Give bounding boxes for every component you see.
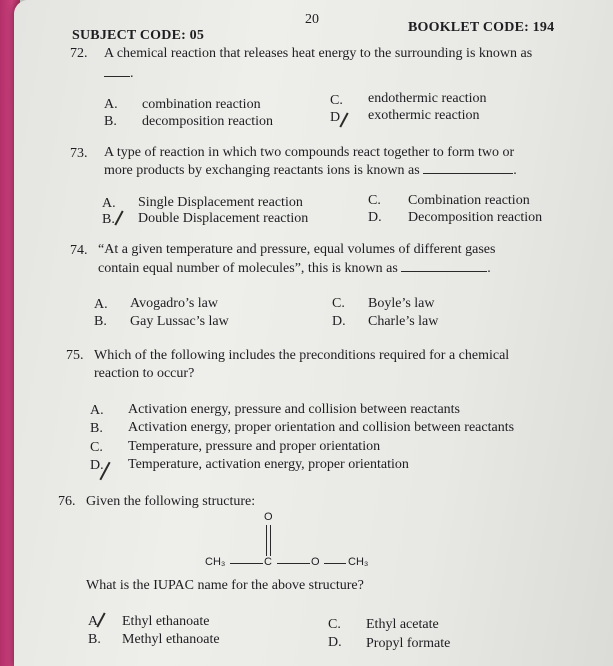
option-d: D. <box>328 635 342 650</box>
option-c: C. <box>332 296 345 311</box>
option-c: C. <box>330 93 343 108</box>
option-c-text: endothermic reaction <box>368 91 487 106</box>
question-number: 73. <box>70 146 88 161</box>
double-bond <box>266 525 267 556</box>
option-d-text: exothermic reaction <box>368 108 480 123</box>
option-d-text: Charle’s law <box>368 314 439 329</box>
option-a: A. <box>102 196 116 211</box>
option-b: B. <box>104 114 117 129</box>
option-a-text: Ethyl ethanoate <box>122 614 210 629</box>
single-bond <box>324 563 346 564</box>
option-c-text: Temperature, pressure and proper orientation <box>128 439 381 454</box>
option-a-text: Avogadro’s law <box>130 296 218 311</box>
question-number: 74. <box>70 243 88 258</box>
question-text: A type of reaction in which two compounds react together to form two or <box>104 145 515 160</box>
option-d: D. <box>368 210 382 225</box>
single-bond <box>277 563 310 564</box>
option-c-text: Boyle’s law <box>368 296 435 311</box>
option-d-text: Propyl formate <box>366 636 451 651</box>
methyl-right: CH₃ <box>348 556 369 568</box>
option-d-text: Decomposition reaction <box>408 210 543 225</box>
option-d: D. <box>90 458 104 473</box>
option-d: D <box>330 110 341 125</box>
ester-oxygen: O <box>311 556 320 568</box>
carbonyl-carbon: C <box>264 556 272 568</box>
question-text-line-2: What is the IUPAC name for the above structure? <box>86 578 364 593</box>
subject-code: SUBJECT CODE: 05 <box>72 28 205 43</box>
answer-blank: . <box>104 66 134 82</box>
question-text-line-2: contain equal number of molecules”, this is known as . <box>98 261 491 276</box>
option-c: C. <box>328 617 341 632</box>
page-number: 20 <box>305 12 319 27</box>
option-a: A. <box>104 97 118 112</box>
question-number: 75. <box>66 348 84 363</box>
question-text: Which of the following includes the preconditions required for a chemical <box>94 348 510 363</box>
option-b: B. <box>94 314 107 329</box>
option-a: A. <box>90 403 104 418</box>
option-b-text: Gay Lussac’s law <box>130 314 229 329</box>
question-text: Given the following structure: <box>86 494 256 509</box>
question-text-line-2: more products by exchanging reactants ions is known as . <box>104 163 517 178</box>
option-a: A <box>88 614 99 629</box>
option-b: B. <box>90 421 103 436</box>
option-d: D. <box>332 314 346 329</box>
option-c: C. <box>90 440 103 455</box>
option-a-text: combination reaction <box>142 97 261 112</box>
option-b: B. <box>88 632 101 647</box>
question-text: A chemical reaction that releases heat energy to the surrounding is known as <box>104 46 533 61</box>
option-b-text: Activation energy, proper orientation and collision between reactants <box>128 420 515 435</box>
option-a-text: Activation energy, pressure and collision between reactants <box>128 402 460 417</box>
option-c-text: Combination reaction <box>408 193 530 208</box>
option-a: A. <box>94 297 108 312</box>
question-number: 76. <box>58 494 76 509</box>
option-c-text: Ethyl acetate <box>366 617 439 632</box>
question-number: 72. <box>70 46 88 61</box>
option-c: C. <box>368 193 381 208</box>
carbonyl-oxygen: O <box>264 511 273 523</box>
option-b-text: Methyl ethanoate <box>122 632 220 647</box>
question-text-line-2: reaction to occur? <box>94 366 195 381</box>
option-d-text: Temperature, activation energy, proper orientation <box>128 457 409 472</box>
single-bond <box>230 563 263 564</box>
option-b: B. <box>102 212 115 227</box>
option-b-text: Double Displacement reaction <box>138 211 309 226</box>
double-bond <box>270 525 271 556</box>
option-b-text: decomposition reaction <box>142 114 274 129</box>
booklet-code: BOOKLET CODE: 194 <box>408 20 555 35</box>
option-a-text: Single Displacement reaction <box>138 195 303 210</box>
methyl-left: CH₃ <box>205 556 226 568</box>
question-text: “At a given temperature and pressure, equal volumes of different gases <box>98 242 496 257</box>
